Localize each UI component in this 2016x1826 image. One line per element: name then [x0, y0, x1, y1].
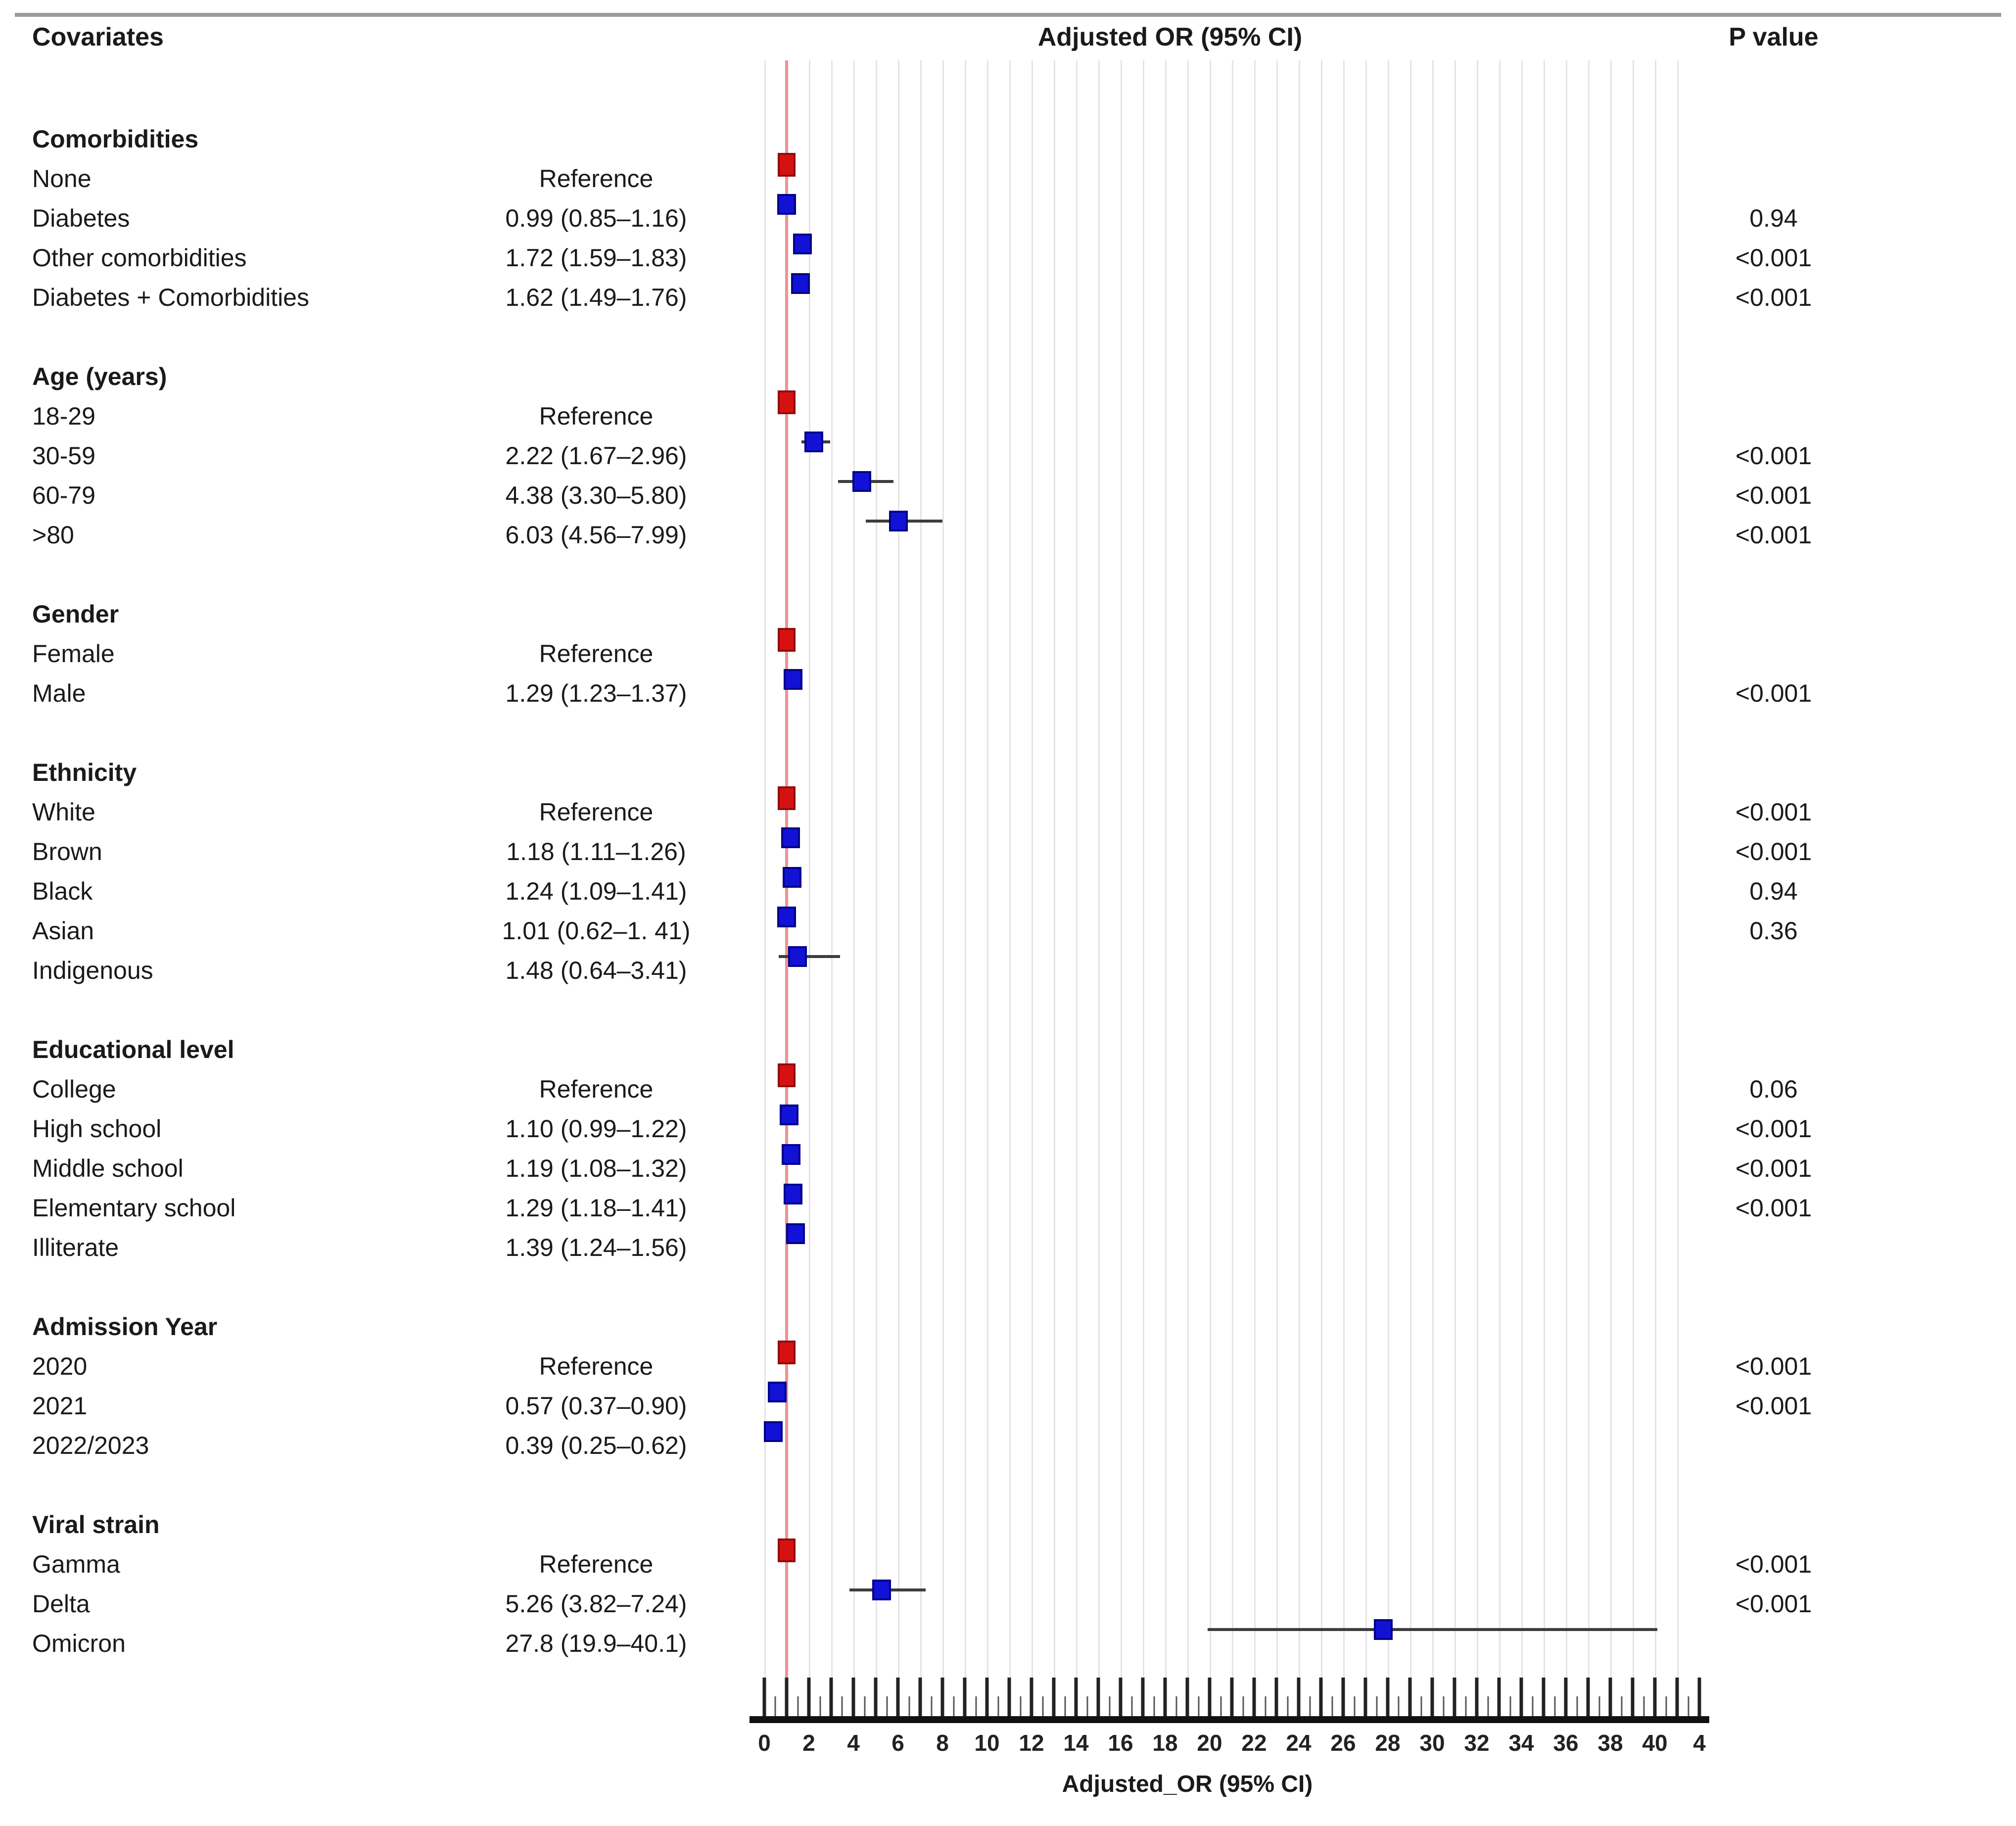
plot-cell — [764, 818, 1699, 858]
or-ci-value: 1.29 (1.23–1.37) — [505, 679, 687, 707]
major-tick — [963, 1678, 967, 1717]
covariate-label: Female — [32, 640, 115, 668]
plot-cell — [764, 1056, 1699, 1095]
covariate-row — [0, 937, 2016, 984]
major-tick — [785, 1678, 789, 1717]
covariate-label: Other comorbidities — [32, 244, 247, 272]
x-tick-label: 14 — [1063, 1730, 1089, 1756]
major-tick — [1542, 1678, 1546, 1717]
p-value: <0.001 — [1735, 1352, 1812, 1380]
or-ci-value: Reference — [539, 165, 654, 192]
plot-cell — [764, 145, 1699, 185]
reference-marker — [778, 786, 796, 810]
or-ci-value: 0.39 (0.25–0.62) — [505, 1432, 687, 1459]
x-tick-label: 38 — [1597, 1730, 1623, 1756]
section-title: Age (years) — [32, 363, 167, 390]
spacer-row — [0, 976, 2016, 1016]
x-tick-label: 20 — [1197, 1730, 1222, 1756]
estimate-marker — [784, 1184, 802, 1204]
reference-marker — [778, 1063, 796, 1087]
major-tick — [941, 1678, 944, 1717]
covariate-label: College — [32, 1075, 116, 1103]
section-header-row — [0, 105, 2016, 153]
estimate-marker — [768, 1382, 787, 1402]
major-tick — [1074, 1678, 1078, 1717]
covariate-label: Middle school — [32, 1154, 184, 1182]
or-ci-value: 27.8 (19.9–40.1) — [505, 1630, 687, 1657]
major-tick — [1342, 1678, 1345, 1717]
p-value: <0.001 — [1735, 284, 1812, 311]
x-tick-label: 36 — [1553, 1730, 1579, 1756]
x-tick-label: 4 — [1693, 1730, 1706, 1756]
x-tick-label: 24 — [1286, 1730, 1312, 1756]
major-tick — [1186, 1678, 1189, 1717]
section-title: Comorbidities — [32, 125, 199, 153]
major-tick — [1008, 1678, 1011, 1717]
or-ci-value: 1.10 (0.99–1.22) — [505, 1115, 687, 1143]
major-tick — [1609, 1678, 1612, 1717]
estimate-marker — [780, 1105, 798, 1125]
major-tick — [1631, 1678, 1635, 1717]
or-ci-value: 1.24 (1.09–1.41) — [505, 877, 687, 905]
section-title: Gender — [32, 600, 119, 628]
section-title: Educational level — [32, 1036, 234, 1063]
minor-tick — [1309, 1696, 1311, 1717]
minor-tick — [1487, 1696, 1489, 1717]
covariate-row — [0, 1135, 2016, 1182]
or-ci-value: 5.26 (3.82–7.24) — [505, 1590, 687, 1618]
major-tick — [852, 1678, 855, 1717]
reference-marker — [778, 153, 796, 177]
section-header-row — [0, 1293, 2016, 1341]
minor-tick — [1576, 1696, 1578, 1717]
section-header-row — [0, 1491, 2016, 1538]
minor-tick — [1688, 1696, 1689, 1717]
covariate-label: Diabetes + Comorbidities — [32, 284, 309, 311]
minor-tick — [1220, 1696, 1221, 1717]
covariate-label: Illiterate — [32, 1234, 119, 1261]
x-tick-label: 22 — [1241, 1730, 1267, 1756]
covariate-label: Black — [32, 877, 93, 905]
minor-tick — [1376, 1696, 1377, 1717]
plot-cell — [764, 422, 1699, 462]
p-value: 0.94 — [1749, 204, 1798, 232]
minor-tick — [1665, 1696, 1667, 1717]
covariate-row — [0, 660, 2016, 707]
covariate-label: 2020 — [32, 1352, 88, 1380]
covariate-row — [0, 1372, 2016, 1420]
minor-tick — [1198, 1696, 1199, 1717]
major-tick — [874, 1678, 878, 1717]
major-tick — [896, 1678, 900, 1717]
estimate-marker — [788, 946, 807, 967]
minor-tick — [1509, 1696, 1511, 1717]
covariate-label: 60-79 — [32, 481, 95, 509]
p-value: <0.001 — [1735, 1590, 1812, 1618]
or-ci-value: 1.29 (1.18–1.41) — [505, 1194, 687, 1222]
minor-tick — [1131, 1696, 1132, 1717]
minor-tick — [1042, 1696, 1043, 1717]
top-rule — [15, 13, 2001, 17]
p-value: <0.001 — [1735, 1550, 1812, 1578]
column-header-p-value: P value — [1729, 23, 1819, 51]
minor-tick — [975, 1696, 977, 1717]
plot-cell — [764, 778, 1699, 818]
spacer-row — [0, 1451, 2016, 1491]
minor-tick — [953, 1696, 954, 1717]
or-ci-value: Reference — [539, 640, 654, 668]
spacer-row — [0, 303, 2016, 343]
plot-cell — [764, 462, 1699, 501]
covariate-label: Omicron — [32, 1630, 126, 1657]
minor-tick — [908, 1696, 910, 1717]
covariate-label: Indigenous — [32, 957, 153, 984]
reference-marker — [778, 1341, 796, 1364]
or-ci-value: 1.39 (1.24–1.56) — [505, 1234, 687, 1261]
major-tick — [763, 1678, 766, 1717]
covariate-row — [0, 224, 2016, 272]
minor-tick — [1465, 1696, 1466, 1717]
minor-tick — [819, 1696, 821, 1717]
estimate-marker — [793, 234, 812, 254]
estimate-marker — [781, 827, 800, 848]
section-header-row — [0, 739, 2016, 786]
p-value: 0.06 — [1749, 1075, 1798, 1103]
major-tick — [1408, 1678, 1412, 1717]
p-value: <0.001 — [1735, 521, 1812, 549]
plot-cell — [764, 1610, 1699, 1649]
or-ci-value: 1.18 (1.11–1.26) — [506, 838, 686, 865]
or-ci-value: 1.62 (1.49–1.76) — [505, 284, 687, 311]
plot-cell — [764, 224, 1699, 264]
covariate-row — [0, 1174, 2016, 1222]
plot-cell — [764, 1372, 1699, 1412]
minor-tick — [1287, 1696, 1288, 1717]
plot-cell — [764, 937, 1699, 976]
plot-cell — [764, 620, 1699, 660]
estimate-marker — [782, 1144, 800, 1165]
covariate-label: 18-29 — [32, 402, 95, 430]
p-value: <0.001 — [1735, 244, 1812, 272]
x-tick-label: 2 — [802, 1730, 815, 1756]
minor-tick — [931, 1696, 932, 1717]
x-tick-label: 28 — [1375, 1730, 1401, 1756]
plot-cell — [764, 1333, 1699, 1372]
plot-cell — [764, 501, 1699, 541]
estimate-marker — [872, 1580, 891, 1600]
major-tick — [1364, 1678, 1367, 1717]
minor-tick — [997, 1696, 999, 1717]
or-ci-value: 2.22 (1.67–2.96) — [505, 442, 687, 470]
covariate-row — [0, 1333, 2016, 1380]
minor-tick — [1621, 1696, 1622, 1717]
section-title: Admission Year — [32, 1313, 218, 1341]
or-ci-value: Reference — [539, 402, 654, 430]
major-tick — [918, 1678, 922, 1717]
plot-cell — [764, 1570, 1699, 1610]
major-tick — [1475, 1678, 1479, 1717]
minor-tick — [1020, 1696, 1021, 1717]
plot-cell — [764, 660, 1699, 699]
covariate-row — [0, 620, 2016, 668]
x-tick-label: 10 — [974, 1730, 1000, 1756]
estimate-marker — [777, 907, 796, 927]
minor-tick — [842, 1696, 843, 1717]
covariate-row — [0, 501, 2016, 549]
estimate-marker — [791, 273, 810, 294]
major-tick — [1164, 1678, 1167, 1717]
covariate-label: Delta — [32, 1590, 90, 1618]
major-tick — [1520, 1678, 1523, 1717]
covariate-row — [0, 185, 2016, 232]
plot-cell — [764, 383, 1699, 422]
p-value: <0.001 — [1735, 679, 1812, 707]
x-tick-label: 16 — [1108, 1730, 1133, 1756]
major-tick — [1653, 1678, 1657, 1717]
or-ci-value: 6.03 (4.56–7.99) — [505, 521, 687, 549]
minor-tick — [775, 1696, 776, 1717]
major-tick — [830, 1678, 833, 1717]
minor-tick — [1175, 1696, 1177, 1717]
covariate-label: >80 — [32, 521, 74, 549]
covariate-label: Asian — [32, 917, 94, 945]
or-ci-value: 1.19 (1.08–1.32) — [505, 1154, 687, 1182]
or-ci-value: 0.99 (0.85–1.16) — [505, 204, 687, 232]
covariate-label: High school — [32, 1115, 162, 1143]
x-axis-tick-labels — [758, 1728, 1706, 1758]
minor-tick — [797, 1696, 798, 1717]
major-tick — [1253, 1678, 1256, 1717]
minor-tick — [886, 1696, 888, 1717]
spacer-row — [0, 699, 2016, 739]
x-tick-label: 26 — [1330, 1730, 1356, 1756]
x-axis-ticks — [764, 1678, 1699, 1717]
covariate-label: Gamma — [32, 1550, 120, 1578]
plot-cell — [764, 1214, 1699, 1253]
major-tick — [1587, 1678, 1590, 1717]
estimate-marker — [777, 194, 796, 215]
p-value: <0.001 — [1735, 1154, 1812, 1182]
major-tick — [1564, 1678, 1568, 1717]
p-value: <0.001 — [1735, 838, 1812, 865]
or-ci-value: 1.48 (0.64–3.41) — [505, 957, 687, 984]
or-ci-value: 4.38 (3.30–5.80) — [505, 481, 687, 509]
or-ci-value: 0.57 (0.37–0.90) — [505, 1392, 687, 1420]
covariate-label: None — [32, 165, 92, 192]
covariate-row — [0, 1095, 2016, 1143]
major-tick — [985, 1678, 989, 1717]
minor-tick — [1532, 1696, 1533, 1717]
plot-cell — [764, 858, 1699, 897]
x-tick-label: 8 — [936, 1730, 949, 1756]
ci-whisker — [1208, 1628, 1657, 1631]
p-value: 0.94 — [1749, 877, 1798, 905]
minor-tick — [1398, 1696, 1400, 1717]
minor-tick — [1086, 1696, 1088, 1717]
x-axis-line — [750, 1716, 1709, 1723]
covariate-row — [0, 897, 2016, 945]
estimate-marker — [764, 1421, 783, 1442]
minor-tick — [1420, 1696, 1422, 1717]
x-tick-label: 40 — [1642, 1730, 1668, 1756]
x-tick-label: 18 — [1152, 1730, 1178, 1756]
x-tick-label: 12 — [1019, 1730, 1044, 1756]
major-tick — [1030, 1678, 1033, 1717]
x-tick-label: 0 — [758, 1730, 771, 1756]
major-tick — [1275, 1678, 1278, 1717]
column-header-adjusted-or: Adjusted OR (95% CI) — [1037, 23, 1303, 51]
covariate-row — [0, 1531, 2016, 1578]
or-ci-value: Reference — [539, 1352, 654, 1380]
major-tick — [807, 1678, 811, 1717]
minor-tick — [1554, 1696, 1555, 1717]
column-header-covariates: Covariates — [32, 23, 164, 51]
minor-tick — [1643, 1696, 1644, 1717]
major-tick — [1297, 1678, 1301, 1717]
minor-tick — [1153, 1696, 1155, 1717]
plot-cell — [764, 264, 1699, 303]
minor-tick — [1242, 1696, 1244, 1717]
minor-tick — [864, 1696, 865, 1717]
or-ci-value: Reference — [539, 1075, 654, 1103]
estimate-marker — [1374, 1619, 1393, 1640]
x-tick-label: 4 — [847, 1730, 860, 1756]
plot-cell — [764, 1174, 1699, 1214]
covariate-row — [0, 1610, 2016, 1657]
section-header-row — [0, 580, 2016, 628]
spacer-row — [0, 541, 2016, 580]
p-value: <0.001 — [1735, 1392, 1812, 1420]
major-tick — [1052, 1678, 1056, 1717]
reference-marker — [778, 390, 796, 414]
forest-rows — [0, 105, 2016, 1657]
major-tick — [1097, 1678, 1100, 1717]
estimate-marker — [786, 1223, 805, 1244]
covariate-row — [0, 1570, 2016, 1618]
covariate-label: Male — [32, 679, 86, 707]
covariate-row — [0, 818, 2016, 865]
or-ci-value: Reference — [539, 798, 654, 826]
x-tick-label: 6 — [891, 1730, 904, 1756]
p-value: <0.001 — [1735, 1115, 1812, 1143]
major-tick — [1119, 1678, 1123, 1717]
estimate-marker — [783, 867, 801, 888]
major-tick — [1319, 1678, 1323, 1717]
covariate-label: 2021 — [32, 1392, 88, 1420]
estimate-marker — [852, 471, 871, 492]
covariate-row — [0, 1412, 2016, 1459]
covariate-row — [0, 858, 2016, 905]
section-title: Ethnicity — [32, 759, 137, 786]
or-ci-value: 1.72 (1.59–1.83) — [505, 244, 687, 272]
p-value: <0.001 — [1735, 442, 1812, 470]
major-tick — [1431, 1678, 1434, 1717]
covariate-label: White — [32, 798, 95, 826]
plot-cell — [764, 1412, 1699, 1451]
covariate-row — [0, 145, 2016, 192]
x-tick-label: 32 — [1464, 1730, 1490, 1756]
covariate-label: 2022/2023 — [32, 1432, 149, 1459]
major-tick — [1676, 1678, 1679, 1717]
section-title: Viral strain — [32, 1511, 160, 1538]
plot-cell — [764, 1095, 1699, 1135]
plot-cell — [764, 185, 1699, 224]
p-value: <0.001 — [1735, 481, 1812, 509]
covariate-label: Elementary school — [32, 1194, 236, 1222]
major-tick — [1386, 1678, 1389, 1717]
minor-tick — [1443, 1696, 1444, 1717]
minor-tick — [1064, 1696, 1066, 1717]
covariate-row — [0, 778, 2016, 826]
covariate-label: Diabetes — [32, 204, 130, 232]
estimate-marker — [804, 432, 823, 452]
or-ci-value: Reference — [539, 1550, 654, 1578]
covariate-row — [0, 1214, 2016, 1261]
covariate-label: 30-59 — [32, 442, 95, 470]
covariate-row — [0, 264, 2016, 311]
spacer-row — [0, 1253, 2016, 1293]
p-value: <0.001 — [1735, 1194, 1812, 1222]
minor-tick — [1598, 1696, 1600, 1717]
covariate-row — [0, 462, 2016, 509]
plot-cell — [764, 1135, 1699, 1174]
covariate-label: Brown — [32, 838, 102, 865]
estimate-marker — [889, 511, 908, 531]
minor-tick — [1109, 1696, 1110, 1717]
x-tick-label: 34 — [1508, 1730, 1534, 1756]
reference-marker — [778, 628, 796, 652]
major-tick — [1208, 1678, 1212, 1717]
plot-cell — [764, 1531, 1699, 1570]
major-tick — [1230, 1678, 1234, 1717]
plot-cell — [764, 897, 1699, 937]
major-tick — [1141, 1678, 1145, 1717]
p-value: <0.001 — [1735, 798, 1812, 826]
p-value: 0.36 — [1749, 917, 1798, 945]
major-tick — [1498, 1678, 1501, 1717]
major-tick — [1698, 1678, 1701, 1717]
minor-tick — [1354, 1696, 1355, 1717]
x-axis-title: Adjusted_OR (95% CI) — [1062, 1771, 1313, 1797]
section-header-row — [0, 343, 2016, 390]
or-ci-value: 1.01 (0.62–1. 41) — [502, 917, 691, 945]
covariate-row — [0, 422, 2016, 470]
minor-tick — [1265, 1696, 1266, 1717]
covariate-row — [0, 1056, 2016, 1103]
reference-marker — [778, 1538, 796, 1562]
estimate-marker — [784, 669, 802, 690]
x-tick-label: 30 — [1419, 1730, 1445, 1756]
major-tick — [1453, 1678, 1456, 1717]
section-header-row — [0, 1016, 2016, 1063]
covariate-row — [0, 383, 2016, 430]
minor-tick — [1331, 1696, 1333, 1717]
